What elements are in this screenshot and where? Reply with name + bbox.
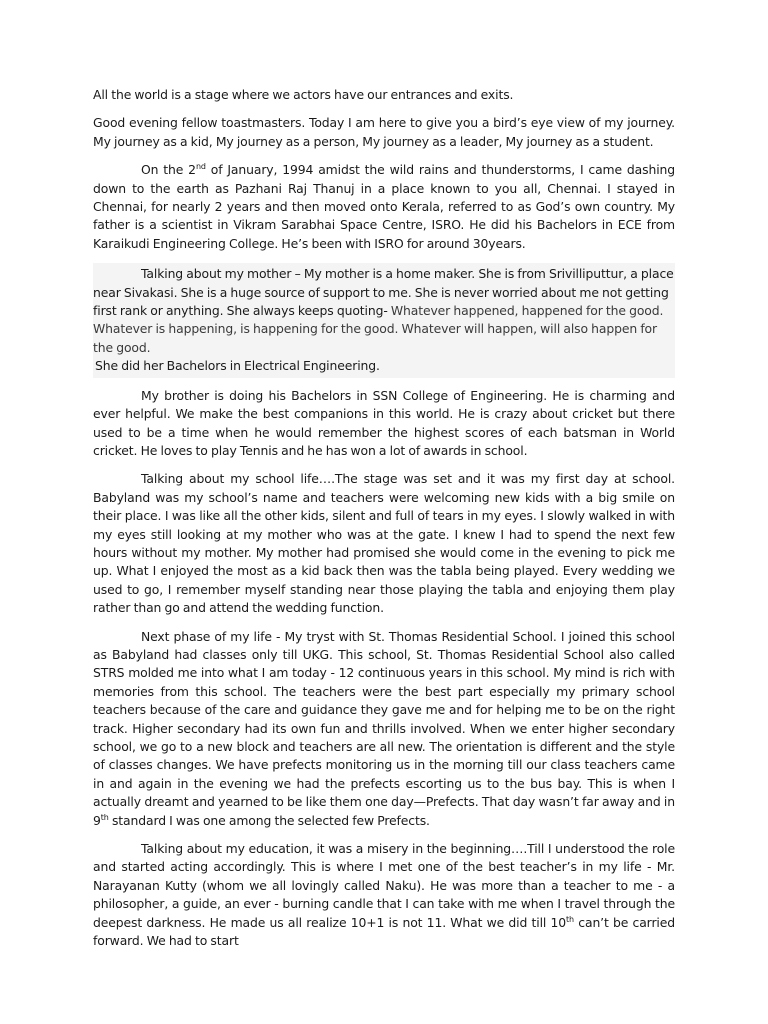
ordinal-suffix: nd xyxy=(195,162,206,172)
opening-line: All the world is a stage where we actors have our entrances and exits. xyxy=(93,87,514,102)
paragraph-mother-text: Talking about my mother – My mother is a home maker. She is from Srivilliputtur, a place near Sivakasi. She is a huge source of support to me. She is never worried about me not getting first rank or anything. She always keeps quoting- xyxy=(93,266,674,319)
paragraph-brother: My brother is doing his Bachelors in SSN College of Engineering. He is charming and ever helpful. We make the best companions in this world. He is crazy about cricket but there used to be a time when he would remember the highest scores of each batsman in World cricket. He loves to play Tennis and he has won a lot of awards in school. xyxy=(93,387,675,458)
paragraph-next-phase xyxy=(93,628,675,830)
paragraph-school-life: Talking about my school life….The stage was set and it was my first day at school. Babyland was my school’s name and teachers were welcoming new kids with a big smile on their place. I was like all the other kids, silent and full of tears in my eyes. I slowly walked in with my eyes still looking at my mother who was at the gate. I knew I had to spend the next few hours without my mother. My mother had promised she would come in the evening to pick me up. What I enjoyed the most as a kid back then was the tabla being played. Every wedding we used to go, I remember myself standing near those playing the tabla and enjoying them play rather than go and attend the wedding function. xyxy=(93,471,675,616)
paragraph-mother xyxy=(93,265,675,357)
paragraph-greeting: Good evening fellow toastmasters. Today I am here to give you a bird’s eye view of my journey. My journey as a kid, My journey as a person, My journey as a leader, My journey as a student. xyxy=(93,115,675,149)
paragraph-mother-block xyxy=(93,263,675,377)
paragraph-next-phase-text-b: standard I was one among the selected few Prefects. xyxy=(108,812,430,828)
ordinal-suffix: th xyxy=(100,812,109,822)
mother-quote: Whatever happened, happened for the good. Whatever is happening, is happening for the good. Whatever will happen, will also happen for the good. xyxy=(93,303,664,355)
paragraph-birth-text-b: of January, 1994 amidst the wild rains and thunderstorms, I came dashing down to the earth as Pazhani Raj Thanuj in a place known to you all, Chennai. I stayed in Chennai, for nearly 2 years and then moved onto Kerala, referred to as God’s own country. My father is a scientist in Vikram Sarabhai Space Centre, ISRO. He did his Bachelors in ECE from Karaikudi Engineering College. He’s been with ISRO for around 30years. xyxy=(93,162,676,251)
ordinal-suffix: th xyxy=(566,914,574,924)
paragraph-birth xyxy=(93,161,675,253)
paragraph-education xyxy=(93,840,675,950)
paragraph-birth-text-a: On the 2 xyxy=(141,162,196,178)
paragraph-mother-tail: She did her Bachelors in Electrical Engineering. xyxy=(95,358,380,374)
paragraph-education-text-a: Talking about my education, it was a misery in the beginning….Till I understood the role and started acting accordingly. This is where I met one of the best teacher’s in my life - Mr. Narayanan Kutty (whom we all lovingly called Naku). He was more than a teacher to me - a philosopher, a guide, an ever - burning candle that I can take with me when I travel through the deepest darkness. He made us all realize 10+1 is not 11. What we did till 10 xyxy=(93,841,675,930)
document-page xyxy=(93,86,675,960)
paragraph-education-text-b: can’t be carried forward. We had to start xyxy=(93,914,675,949)
paragraph-next-phase-text-a: Next phase of my life - My tryst with St. Thomas Residential School. I joined this school as Babyland had classes only till UKG. This school, St. Thomas Residential School also called STRS molded me into what I am today - 12 continuous years in this school. My mind is rich with memories from this school. The teachers were the best part especially my primary school teachers because of the care and guidance they gave me and for helping me to be on the right track. Higher secondary had its own fun and thrills involved. When we enter higher secondary school, we go to a new block and teachers are all new. The orientation is different and the style of classes changes. We have prefects monitoring us in the morning till our class teachers came in and again in the evening we had the prefects escorting us to the bus bay. This is when I actually dreamt and yearned to be like them one day—Prefects. That day wasn’t far away and in 9 xyxy=(93,628,675,828)
